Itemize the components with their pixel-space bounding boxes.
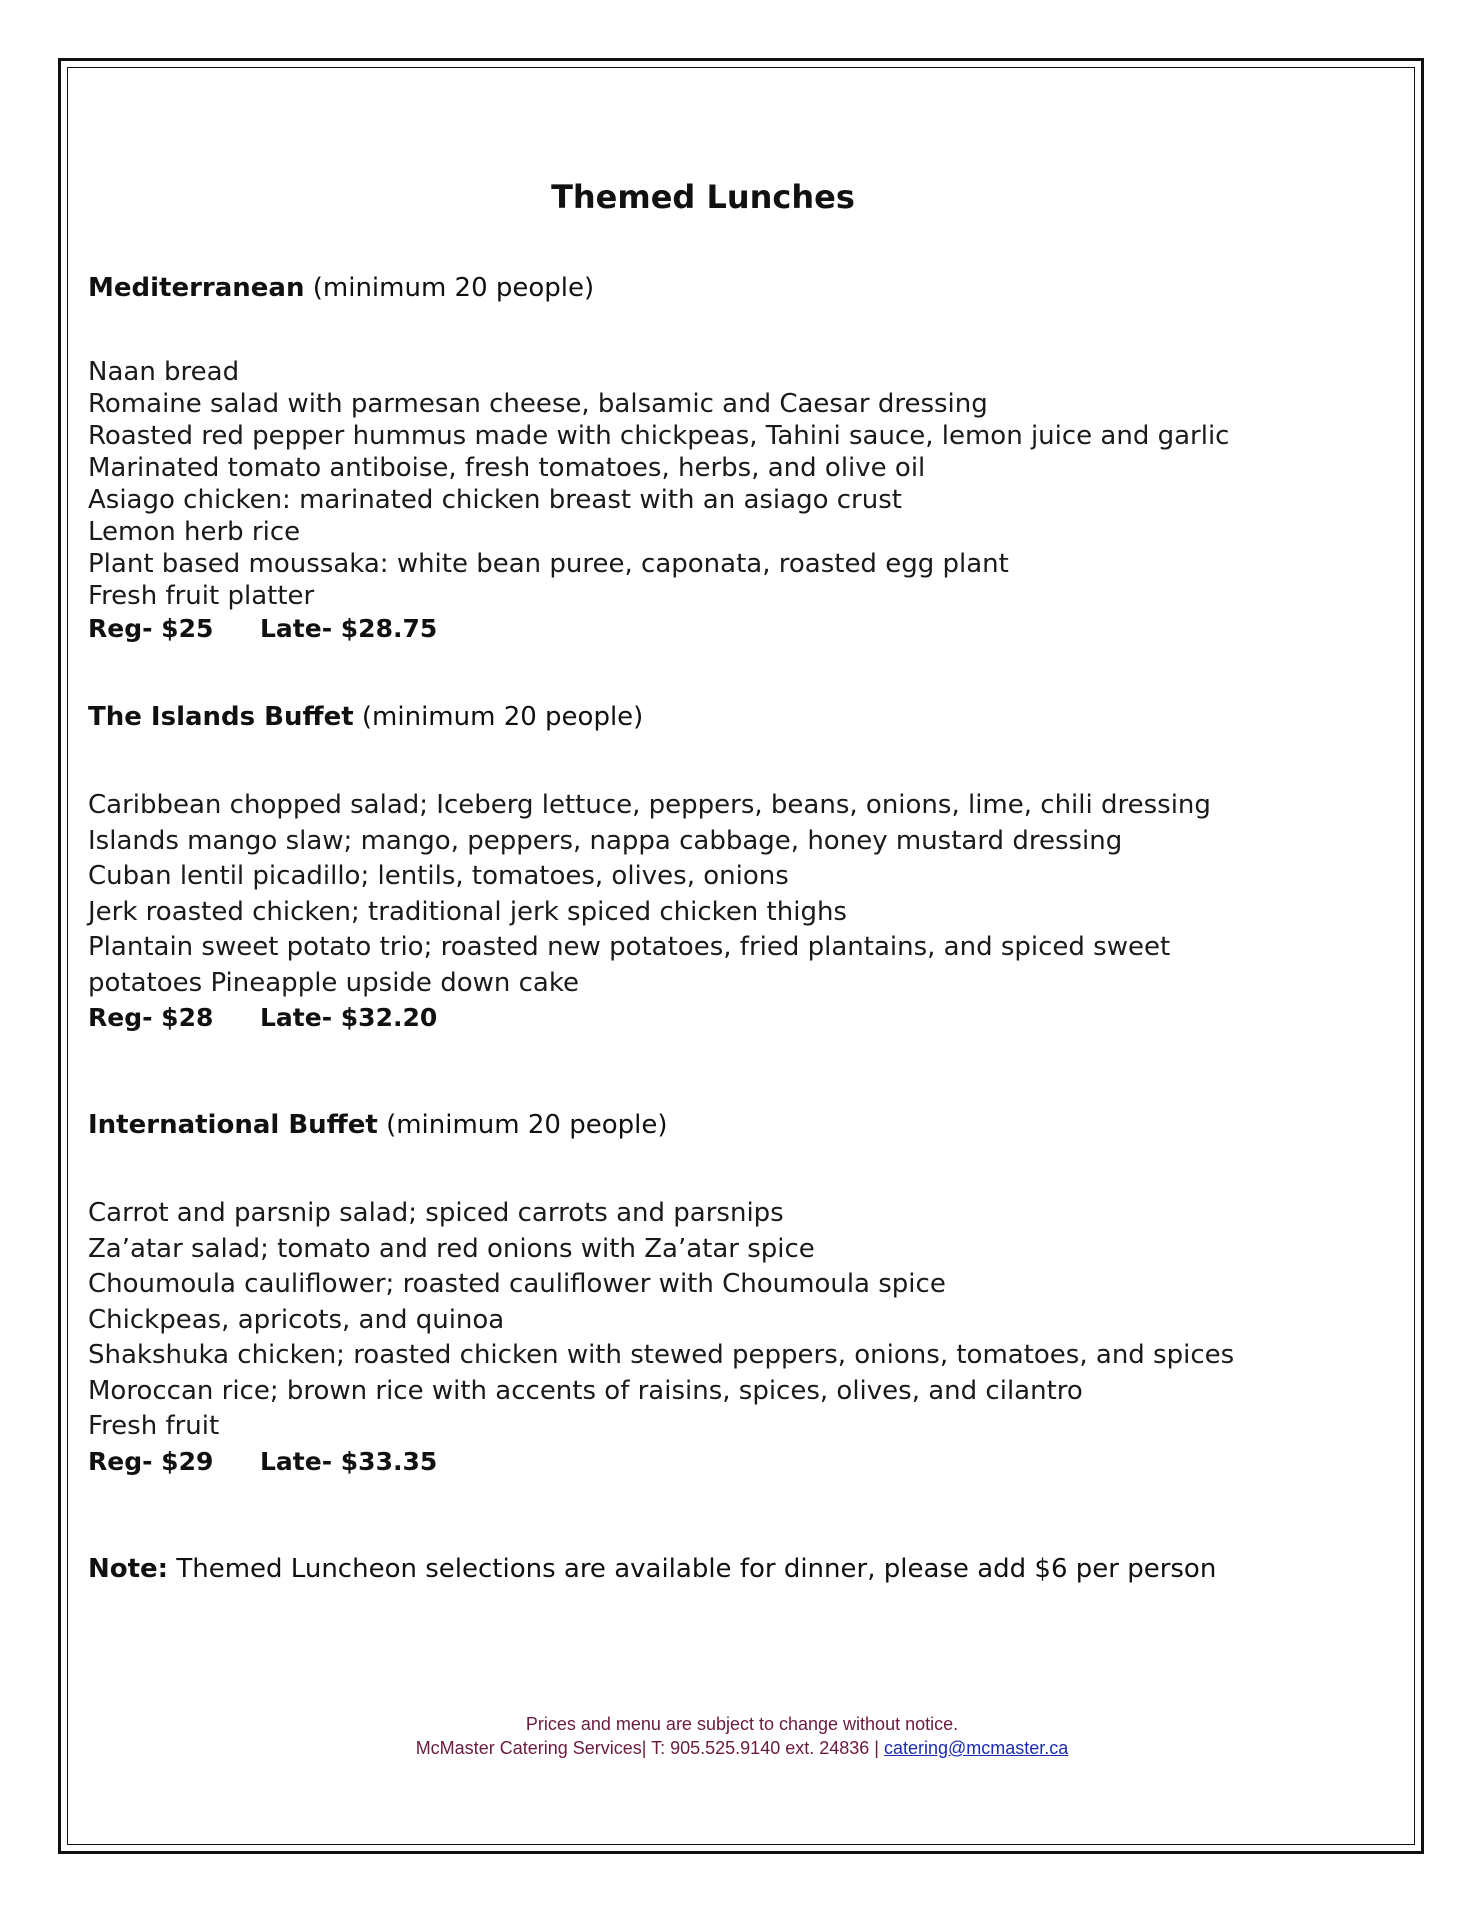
menu-item: Plant based moussaka: white bean puree, caponata, roasted egg plant [88,549,1009,579]
menu-item: Cuban lentil picadillo; lentils, tomatoes, olives, onions [88,861,789,891]
menu-item: Plantain sweet potato trio; roasted new potatoes, fried plantains, and spiced sweet [88,932,1171,962]
menu-item: Marinated tomato antiboise, fresh tomatoes, herbs, and olive oil [88,453,926,483]
menu-item: Chickpeas, apricots, and quinoa [88,1304,505,1335]
section-name: International Buffet [88,1110,378,1140]
footer-contact [0,1736,1484,1760]
menu-item: Islands mango slaw; mango, peppers, nappa cabbage, honey mustard dressing [88,825,1123,856]
late-price: Late- $28.75 [260,614,438,643]
section-mediterranean [88,271,1388,646]
menu-item: Shakshuka chicken; roasted chicken with stewed peppers, onions, tomatoes, and spices [88,1340,1235,1370]
section-minimum: (minimum 20 people) [312,273,595,303]
section-name: The Islands Buffet [88,702,354,732]
section-heading [88,271,1388,305]
section-international-buffet [88,1108,1388,1479]
menu-item: Romaine salad with parmesan cheese, balsamic and Caesar dressing [88,389,988,419]
regular-price: Reg- $29 [88,1446,214,1476]
section-heading [88,700,1388,734]
section-minimum: (minimum 20 people) [386,1110,668,1140]
section-heading [88,1108,1388,1142]
menu-item: Moroccan rice; brown rice with accents of raisins, spices, olives, and cilantro [88,1375,1083,1406]
regular-price: Reg- $28 [88,1003,214,1032]
menu-item: Fresh fruit [88,1411,220,1441]
price-row [88,612,1388,646]
price-row [88,1001,1388,1035]
footer-contact-text: McMaster Catering Services| T: 905.525.9140 ext. 24836 | [415,1738,884,1758]
regular-price: Reg- $25 [88,614,214,643]
menu-item-list [88,788,1388,1001]
menu-item: Asiago chicken: marinated chicken breast with an asiago crust [88,485,902,515]
late-price: Late- $32.20 [260,1003,438,1032]
section-minimum: (minimum 20 people) [361,702,644,732]
late-price: Late- $33.35 [260,1446,438,1476]
price-row [88,1445,1388,1479]
note-label: Note: [88,1554,169,1584]
menu-item: potatoes Pineapple upside down cake [88,967,579,998]
menu-item: Carrot and parsnip salad; spiced carrots and parsnips [88,1198,784,1228]
email-link[interactable]: catering@mcmaster.ca [883,1738,1069,1758]
menu-item-list [88,1196,1388,1445]
menu-item: Fresh fruit platter [88,581,315,611]
section-name: Mediterranean [88,273,305,303]
menu-item: Roasted red pepper hummus made with chickpeas, Tahini sauce, lemon juice and garlic [88,421,1230,451]
menu-item: Jerk roasted chicken; traditional jerk spiced chicken thighs [88,896,847,927]
footer [0,1712,1484,1760]
footer-disclaimer: Prices and menu are subject to change without notice. [525,1714,959,1734]
menu-item: Choumoula cauliflower; roasted cauliflower with Choumoula spice [88,1269,946,1299]
note-text: Themed Luncheon selections are available for dinner, please add $6 per person [176,1554,1217,1584]
menu-item: Lemon herb rice [88,517,301,547]
menu-item: Za’atar salad; tomato and red onions with Za’atar spice [88,1233,815,1264]
menu-item-list [88,356,1388,612]
menu-item: Naan bread [88,357,240,387]
page-title: Themed Lunches [551,178,855,216]
menu-item: Caribbean chopped salad; Iceberg lettuce, peppers, beans, onions, lime, chili dressing [88,790,1211,820]
section-islands-buffet [88,700,1388,1035]
dinner-note [88,1552,1216,1586]
